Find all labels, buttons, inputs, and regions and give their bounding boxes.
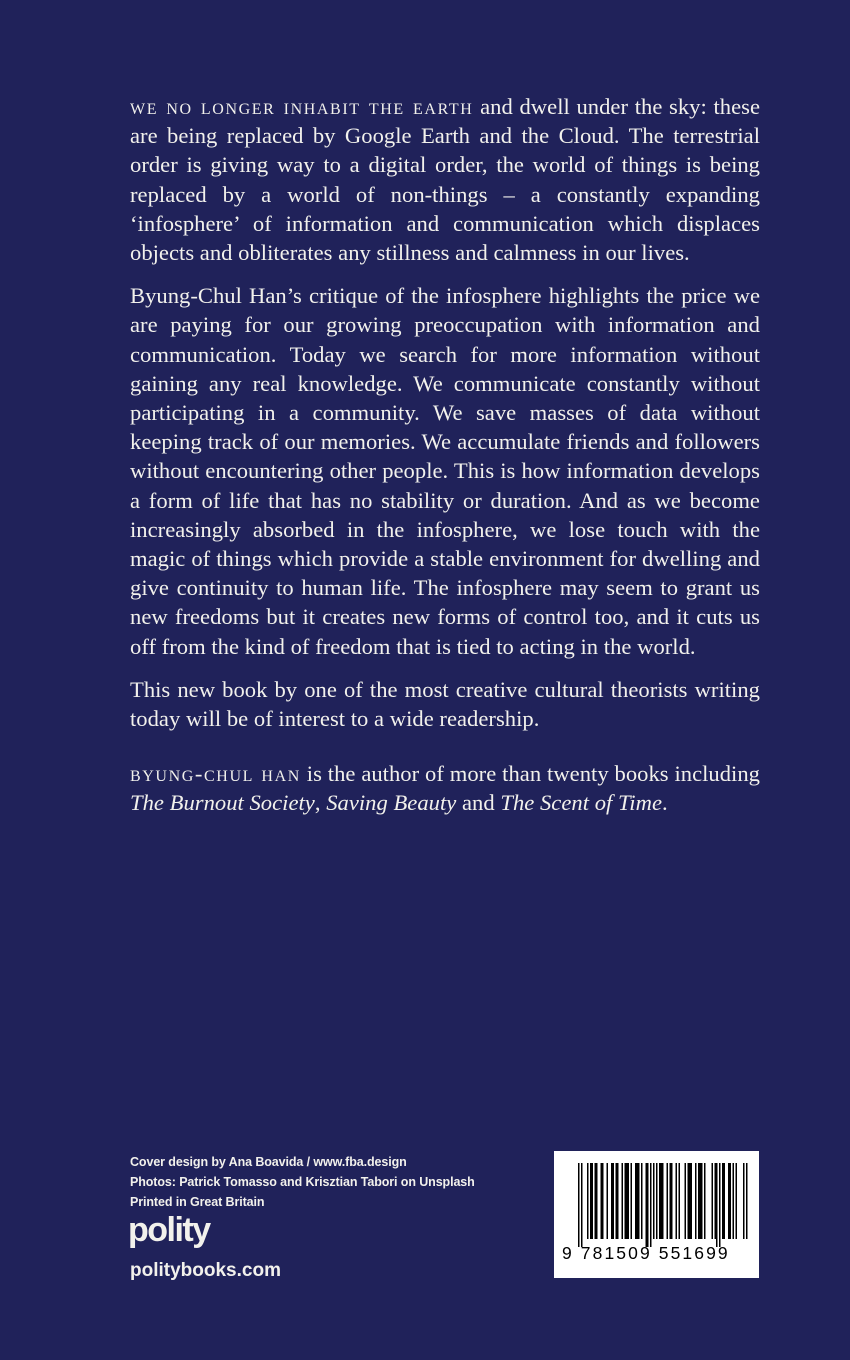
book-title-2: Saving Beauty xyxy=(326,790,457,816)
bio-end: . xyxy=(662,790,668,816)
barcode-bar xyxy=(671,1163,673,1239)
barcode-bar xyxy=(670,1163,672,1239)
separator-1: , xyxy=(314,790,327,816)
barcode-bar xyxy=(653,1163,655,1239)
barcode-bar xyxy=(628,1163,630,1239)
barcode-bar xyxy=(746,1163,748,1239)
barcode-bar xyxy=(647,1163,649,1247)
blurb-text xyxy=(130,92,760,832)
barcode-bar xyxy=(578,1163,580,1247)
barcode-bar xyxy=(595,1163,597,1239)
photo-credit: Photos: Patrick Tomasso and Krisztian Tabori on Unsplash xyxy=(130,1175,475,1189)
book-title-1: The Burnout Society xyxy=(130,790,315,816)
barcode-bar xyxy=(607,1163,609,1239)
author-bio xyxy=(130,759,760,817)
cover-design-credit: Cover design by Ana Boavida / www.fba.design xyxy=(130,1155,407,1169)
barcode-bar xyxy=(635,1163,637,1239)
barcode-bar xyxy=(695,1163,697,1239)
barcode-bar xyxy=(698,1163,700,1239)
barcode-bar xyxy=(641,1163,643,1239)
barcode-bar xyxy=(662,1163,664,1239)
barcode-bar xyxy=(676,1163,678,1239)
barcode-bar xyxy=(613,1163,615,1239)
barcode-bar xyxy=(719,1163,721,1247)
barcode-bar xyxy=(631,1163,633,1239)
barcode-bar xyxy=(722,1163,724,1239)
barcode-bar xyxy=(736,1163,738,1239)
barcode-bar xyxy=(685,1163,687,1239)
barcode-bar xyxy=(724,1163,726,1239)
author-name: byung-chul han xyxy=(130,761,301,787)
barcode-bar xyxy=(701,1163,703,1239)
barcode-bar xyxy=(587,1163,589,1239)
barcode-bar xyxy=(611,1163,613,1239)
barcode-bar xyxy=(646,1163,648,1247)
barcode-bar xyxy=(590,1163,592,1239)
barcode-bar xyxy=(728,1163,730,1239)
barcode-bar xyxy=(689,1163,691,1239)
cover-credits xyxy=(130,1152,475,1212)
barcode-bar xyxy=(592,1163,594,1239)
blurb-paragraph-3: This new book by one of the most creative cultural theorists writing today will be of interest to a wide readership. xyxy=(130,676,760,732)
barcode-bar xyxy=(700,1163,702,1239)
isbn-digits: 9 781509 551699 xyxy=(562,1243,730,1263)
barcode-bar xyxy=(616,1163,618,1239)
barcode-bar xyxy=(617,1163,619,1239)
blurb-paragraph-1 xyxy=(130,92,760,267)
barcode-bar xyxy=(704,1163,706,1239)
barcode-bar xyxy=(743,1163,745,1239)
opening-small-caps: we no longer inhabit the earth xyxy=(130,94,474,119)
publisher-website: politybooks.com xyxy=(130,1260,281,1281)
barcode-bar xyxy=(733,1163,735,1239)
barcode-bar xyxy=(637,1163,639,1239)
barcode-bar xyxy=(626,1163,628,1239)
barcode-bar xyxy=(622,1163,624,1239)
paragraph-1-body: and dwell under the sky: these are being replaced by Google Earth and the Cloud. The terrestrial order is giving way to a digital order, the world of things is being replaced by a world of non-things – a constantly expanding ‘infosphere’ of information and communication which displaces objects and obliterates any stillness and calmness in our lives. xyxy=(130,94,760,266)
barcode-bar xyxy=(688,1163,690,1239)
barcode-bar xyxy=(596,1163,598,1239)
barcode-bar xyxy=(730,1163,732,1239)
barcode-bar xyxy=(638,1163,640,1239)
barcode-bar xyxy=(716,1163,718,1247)
blurb-paragraph-2: Byung-Chul Han’s critique of the infosphere highlights the price we are paying for our growing preoccupation with information and communication. Today we search for more information without gaining any real knowledge. We communicate constantly without participating in a community. We save masses of data without keeping track of our memories. We accumulate friends and followers without encountering other people. This is how information develops a form of life that has no stability or duration. And as we become increasingly absorbed in the infosphere, we lose touch with the magic of things which provide a stable environment for dwelling and give continuity to human life. The infosphere may seem to grant us new freedoms but it creates new forms of control too, and it cuts us off from the kind of freedom that is tied to acting in the world. xyxy=(130,283,760,659)
barcode-bar xyxy=(601,1163,603,1239)
printed-in: Printed in Great Britain xyxy=(130,1195,265,1209)
barcode-bar xyxy=(715,1163,717,1239)
barcode-bar xyxy=(659,1163,661,1239)
polity-logo: polity xyxy=(128,1211,210,1249)
barcode-bar xyxy=(581,1163,583,1247)
barcode-bar xyxy=(679,1163,681,1239)
barcode-bar xyxy=(661,1163,663,1239)
barcode xyxy=(554,1151,759,1278)
author-bio-text: is the author of more than twenty books including xyxy=(300,761,760,787)
barcode-bar xyxy=(667,1163,669,1239)
barcode-bar xyxy=(712,1163,714,1239)
barcode-bar xyxy=(602,1163,604,1239)
barcode-bar xyxy=(625,1163,627,1239)
barcode-bar xyxy=(656,1163,658,1239)
book-title-3: The Scent of Time xyxy=(500,790,662,816)
barcode-bar xyxy=(650,1163,652,1247)
barcode-bar xyxy=(691,1163,693,1239)
separator-2: and xyxy=(456,790,501,816)
